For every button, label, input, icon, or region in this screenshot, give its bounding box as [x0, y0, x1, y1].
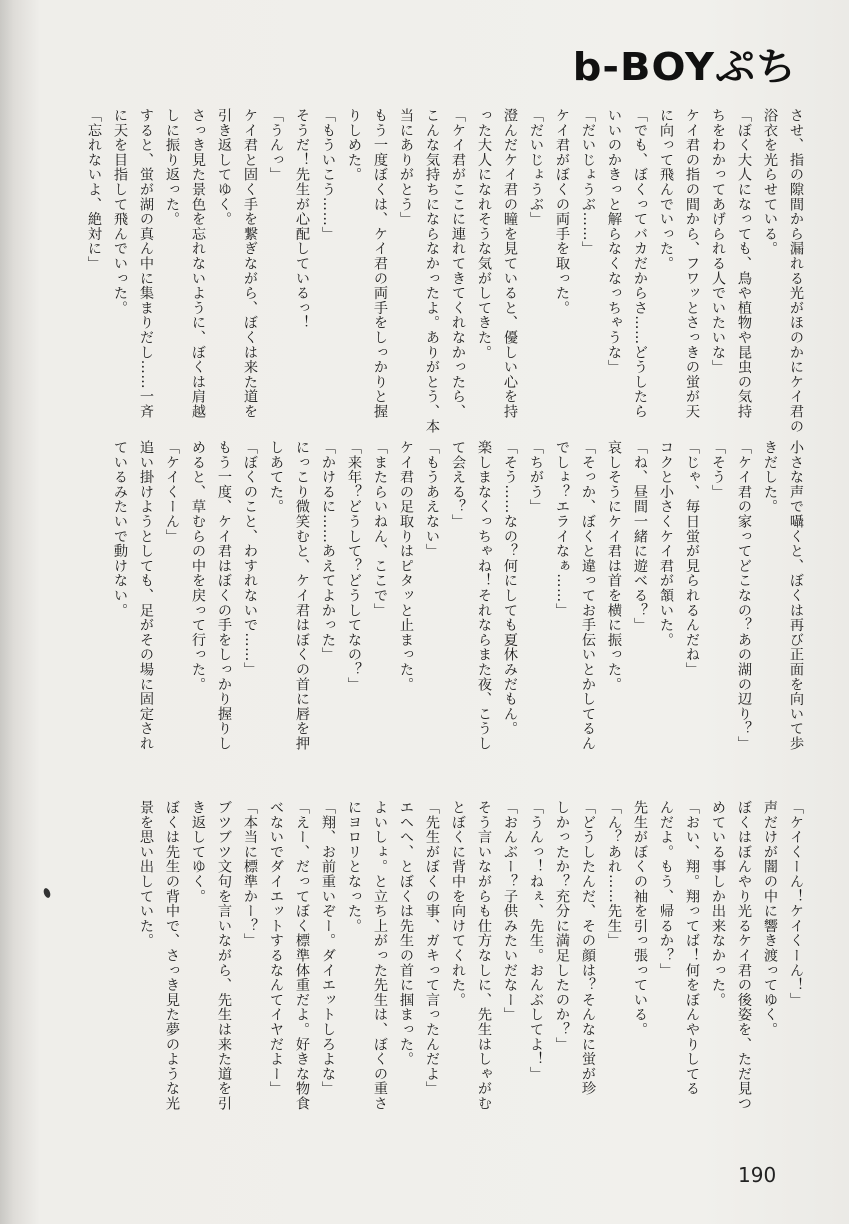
text-column: 「ケイくーん」	[164, 440, 180, 544]
text-column: にヨロリとなった。	[346, 800, 362, 934]
text-column: エヘへ、とぼくは先生の首に掴まった。	[398, 800, 414, 1067]
text-block-middle	[107, 440, 809, 800]
text-column: ちをわかってあげられる人でいたいな」	[710, 108, 726, 375]
text-column: 「本当に標準かー？」	[242, 800, 258, 948]
text-column: 「かけるに……あえてよかった」	[320, 440, 336, 662]
text-column: すると、蛍が湖の真ん中に集まりだし……一斉	[138, 108, 154, 419]
text-column: もう一度、ケイ君はぼくの手をしっかり握りし	[216, 440, 232, 751]
text-column: 「うんっ」	[268, 108, 284, 182]
text-block-top	[81, 108, 809, 468]
text-column: 当にありがとう」	[398, 108, 414, 227]
text-column: 「どうしたんだ、その顔は？そんなに蛍が珍	[580, 800, 596, 1096]
text-column: 「忘れないよ、絶対に」	[86, 108, 102, 271]
text-column: 「ぼくのこと、わすれないで……」	[242, 440, 258, 677]
text-column: 「でも、ぼくってバカだからさ……どうしたら	[632, 108, 648, 419]
text-column: でしょ？エライなぁ……」	[554, 440, 570, 618]
text-column: 楽しまなくっちゃね！それならまた夜、こうし	[476, 440, 492, 751]
text-column: 「ケイ君の家ってどこなの？あの湖の辺り？」	[736, 440, 752, 751]
print-speck	[42, 887, 51, 898]
text-column: 「ぼく大人になっても、鳥や植物や昆虫の気持	[736, 108, 752, 419]
text-column: ブツブツ文句を言いながら、先生は来た道を引	[216, 800, 232, 1111]
page-number: 190	[738, 1163, 777, 1187]
text-column: べないでダイエットするなんてイヤだよー」	[268, 800, 284, 1096]
text-column: った大人になれそうな気がしてきた。	[476, 108, 492, 360]
text-column: 「だいじょうぶ……」	[580, 108, 596, 256]
text-column: 「ね、昼間一緒に遊べる？」	[632, 440, 648, 633]
text-column: 「じゃ、毎日蛍が見られるんだね」	[684, 440, 700, 677]
text-column: 小さな声で囁くと、ぼくは再び正面を向いて歩	[788, 440, 804, 751]
text-column: 「ん？あれ……先生」	[606, 800, 622, 948]
text-column: 澄んだケイ君の瞳を見ていると、優しい心を持	[502, 108, 518, 419]
text-column: コクと小さくケイ君が頷いた。	[658, 440, 674, 648]
text-column: て会える？」	[450, 440, 466, 529]
text-column: 「ちがう」	[528, 440, 544, 514]
text-column: しかったか？充分に満足したのか？」	[554, 800, 570, 1052]
text-column: 「もういこう……」	[320, 108, 336, 242]
series-logo: b-BOYぷち	[572, 45, 797, 90]
text-column: しに振り返った。	[164, 108, 180, 227]
text-column: りしめた。	[346, 108, 362, 182]
text-column: ケイ君の足取りはピタッと止まった。	[398, 440, 414, 692]
text-column: 「そっか、ぼくと違ってお手伝いとかしてるん	[580, 440, 596, 751]
text-column: 「またらいねん、ここで」	[372, 440, 388, 618]
text-column: 「先生がぼくの事、ガキって言ったんだよ」	[424, 800, 440, 1096]
text-column: に向って飛んでいった。	[658, 108, 674, 271]
text-column: よいしょ。と立ち上がった先生は、ぼくの重さ	[372, 800, 388, 1111]
text-column: 「来年？どうして？どうしてなの？」	[346, 440, 362, 692]
text-column: もう一度ぼくは、ケイ君の両手をしっかりと握	[372, 108, 388, 419]
text-column: 「翔、お前重いぞー。ダイエットしろよな」	[320, 800, 336, 1096]
text-column: 「ケイ君がここに連れてきてくれなかったら、	[450, 108, 466, 419]
text-column: こんな気持ちにならなかったよ。ありがとう、本	[424, 108, 440, 434]
text-block-bottom	[133, 800, 809, 1160]
text-column: ているみたいで動けない。	[112, 440, 128, 618]
text-column: にっこり微笑むと、ケイ君はぼくの首に唇を押	[294, 440, 310, 751]
text-column: させ、指の隙間から漏れる光がほのかにケイ君の	[788, 108, 804, 434]
text-column: んだよ。もう、帰るか？」	[658, 800, 674, 978]
text-column: 哀しそうにケイ君は首を横に振った。	[606, 440, 622, 692]
text-column: 「うんっ！ねぇ、先生。おんぶしてよ！」	[528, 800, 544, 1082]
text-column: 「おんぶー？子供みたいだなー」	[502, 800, 518, 1022]
text-column: ケイ君の指の間から、フワッとさっきの蛍が天	[684, 108, 700, 419]
text-column: そう言いながらも仕方なしに、先生はしゃがむ	[476, 800, 492, 1111]
text-column: 追い掛けようとしても、足がその場に固定され	[138, 440, 154, 751]
text-column: 景を思い出していた。	[138, 800, 154, 948]
text-column: めると、草むらの中を戻って行った。	[190, 440, 206, 692]
text-column: に天を目指して飛んでいった。	[112, 108, 128, 316]
text-column: き返してゆく。	[190, 800, 206, 904]
text-column: 先生がぼくの袖を引っ張っている。	[632, 800, 648, 1037]
text-column: 「えー、だってぼく標準体重だよ。好きな物食	[294, 800, 310, 1111]
text-column: とぼくに背中を向けてくれた。	[450, 800, 466, 1008]
text-column: ケイ君がぼくの両手を取った。	[554, 108, 570, 316]
text-column: ぼくは先生の背中で、さっき見た夢のような光	[164, 800, 180, 1111]
text-column: そうだ！先生が心配しているっ！	[294, 108, 310, 330]
text-column: ぼくはぼんやり光るケイ君の後姿を、ただ見つ	[736, 800, 752, 1111]
text-column: いいのかきっと解らなくなっちゃうな」	[606, 108, 622, 375]
text-column: 引き返してゆく。	[216, 108, 232, 227]
text-column: 「そう」	[710, 440, 726, 500]
text-column: しあてた。	[268, 440, 284, 514]
text-column: 浴衣を光らせている。	[762, 108, 778, 256]
text-column: 「おい、翔。翔ってば！何をぼんやりしてる	[684, 800, 700, 1096]
text-column: めている事しか出来なかった。	[710, 800, 726, 1008]
text-column: 「もうあえない」	[424, 440, 440, 559]
text-column: 「だいじょうぶ」	[528, 108, 544, 227]
text-column: 「そう……なの？何にしても夏休みだもん。	[502, 440, 518, 736]
text-column: 声だけが闇の中に響き渡ってゆく。	[762, 800, 778, 1037]
text-column: さっき見た景色を忘れないように、ぼくは肩越	[190, 108, 206, 419]
text-column: きだした。	[762, 440, 778, 514]
text-column: ケイ君と固く手を繋ぎながら、ぼくは来た道を	[242, 108, 258, 419]
text-column: 「ケイくーん！ケイくーん！」	[788, 800, 804, 1008]
